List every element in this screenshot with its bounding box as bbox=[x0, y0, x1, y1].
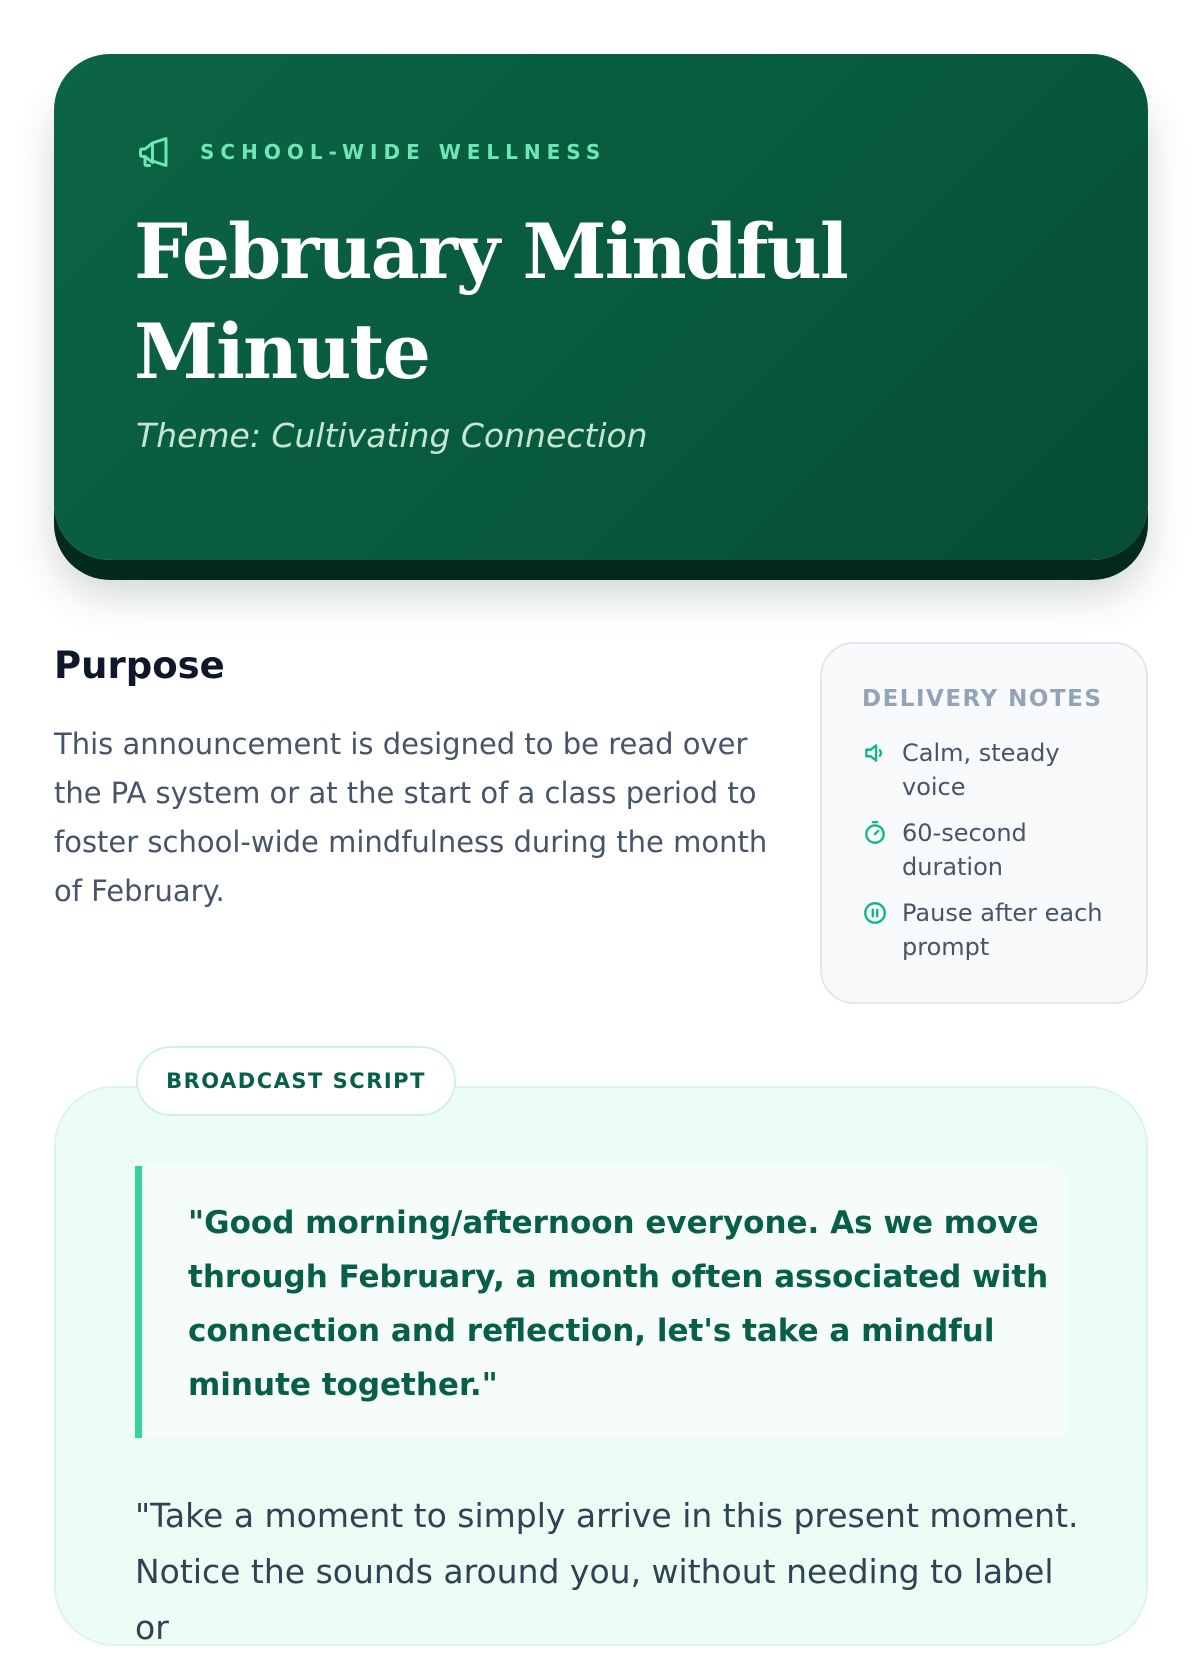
opening-quote-text: "Good morning/afternoon everyone. As we move through February, a month often associated with connection and reflection, let's take a mindful minute together." bbox=[188, 1205, 1049, 1403]
script-body-text: "Take a moment to simply arrive in this present moment. Notice the sounds around you, without needing to label or bbox=[135, 1496, 1079, 1647]
eyebrow bbox=[136, 134, 606, 170]
page-subtitle: Theme: Cultivating Connection bbox=[136, 416, 648, 455]
delivery-note-item bbox=[862, 816, 1122, 884]
speaker-icon bbox=[862, 740, 888, 766]
delivery-notes-heading: DELIVERY NOTES bbox=[862, 686, 1103, 712]
broadcast-script-badge: BROADCAST SCRIPT bbox=[136, 1046, 456, 1116]
delivery-note-text: Calm, steady voice bbox=[902, 739, 1060, 801]
delivery-notes-card bbox=[820, 642, 1148, 1004]
purpose-heading: Purpose bbox=[54, 644, 225, 687]
page-title: February Mindful Minute bbox=[134, 207, 847, 396]
purpose-text: This announcement is designed to be read over the PA system or at the start of a class period to foster school-wide mindfulness during the month of February. bbox=[54, 727, 768, 908]
eyebrow-label: SCHOOL-WIDE WELLNESS bbox=[200, 140, 607, 164]
pause-icon bbox=[862, 900, 888, 926]
delivery-note-item bbox=[862, 896, 1122, 964]
stopwatch-icon bbox=[862, 820, 888, 846]
delivery-note-text: Pause after each prompt bbox=[902, 899, 1103, 961]
megaphone-icon bbox=[136, 134, 172, 170]
delivery-note-text: 60-second duration bbox=[902, 819, 1027, 881]
delivery-note-item bbox=[862, 736, 1122, 804]
opening-quote bbox=[135, 1166, 1067, 1438]
hero-banner bbox=[54, 54, 1148, 560]
